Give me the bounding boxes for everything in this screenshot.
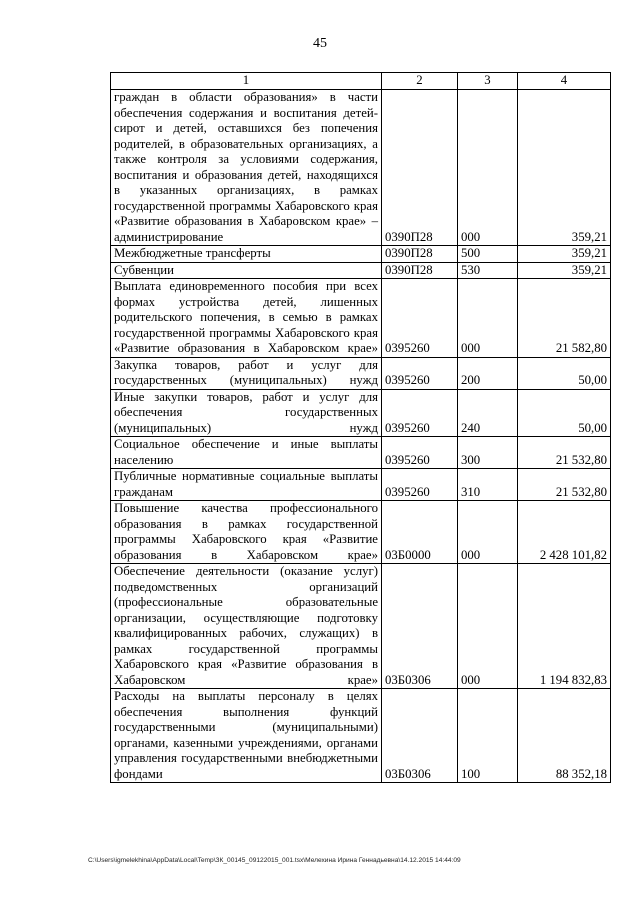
row-sum-cell: 21 582,80: [518, 279, 611, 358]
row-name-cell: Социальное обеспечение и иные выплаты населению: [111, 437, 382, 469]
header-col-3: 3: [458, 73, 518, 90]
row-sum-cell: 21 532,80: [518, 437, 611, 469]
row-type-cell: 000: [458, 501, 518, 564]
row-sum-cell: 2 428 101,82: [518, 501, 611, 564]
row-code-cell: 0390П28: [382, 90, 458, 246]
row-name-cell: Выплата единовременного пособия при всех формах устройства детей, лишенных родительского попечения, в семью в рамках государственной программы Хабаровского края «Развитие образования в Хабаровском крае»: [111, 279, 382, 358]
row-name-cell: граждан в области образования» в части обеспечения содержания и воспитания детей-сирот и детей, оставшихся без попечения родителей, в образовательных организациях, а также контроля за условиями содержания, воспитания и образования детей, находящихся в указанных организациях, в рамках государственной программы Хабаровского края «Развитие образования в Хабаровском крае» – администрирование: [111, 90, 382, 246]
row-code-cell: 0395260: [382, 357, 458, 389]
table-row: [111, 564, 611, 689]
footer-file-path: C:\Users\igmelekhina\AppData\Local\Temp\ЗК_00145_09122015_001.tsx\Мелехина Ирина Геннадьевна\14.12.2015 14:44:09: [88, 857, 461, 864]
row-type-cell: 100: [458, 689, 518, 783]
table-row: [111, 246, 611, 263]
row-code-cell: 0395260: [382, 279, 458, 358]
row-type-cell: 000: [458, 279, 518, 358]
table-header-row: [111, 73, 611, 90]
row-sum-cell: 359,21: [518, 262, 611, 279]
table-row: [111, 279, 611, 358]
row-sum-cell: 88 352,18: [518, 689, 611, 783]
row-code-cell: 03Б0306: [382, 689, 458, 783]
row-type-cell: 000: [458, 564, 518, 689]
table-row: [111, 357, 611, 389]
row-type-cell: 530: [458, 262, 518, 279]
row-name-cell: Иные закупки товаров, работ и услуг для обеспечения государственных (муниципальных) нужд: [111, 389, 382, 437]
row-name-cell: Обеспечение деятельности (оказание услуг) подведомственных организаций (профессиональные образовательные организации, осуществляющие подготовку квалифицированных рабочих, служащих) в рамках государственной программы Хабаровского края «Развитие образования в Хабаровском крае»: [111, 564, 382, 689]
row-type-cell: 000: [458, 90, 518, 246]
row-code-cell: 0395260: [382, 469, 458, 501]
row-code-cell: 03Б0306: [382, 564, 458, 689]
header-col-1: 1: [111, 73, 382, 90]
row-type-cell: 300: [458, 437, 518, 469]
header-col-2: 2: [382, 73, 458, 90]
row-sum-cell: 50,00: [518, 389, 611, 437]
table-body: [111, 90, 611, 783]
table-row: [111, 90, 611, 246]
row-name-cell: Межбюджетные трансферты: [111, 246, 382, 263]
row-code-cell: 03Б0000: [382, 501, 458, 564]
row-sum-cell: 21 532,80: [518, 469, 611, 501]
row-code-cell: 0395260: [382, 389, 458, 437]
row-name-cell: Публичные нормативные социальные выплаты гражданам: [111, 469, 382, 501]
table-row: [111, 469, 611, 501]
budget-table: [110, 72, 611, 783]
row-code-cell: 0390П28: [382, 246, 458, 263]
page-number: 45: [313, 36, 327, 51]
row-code-cell: 0390П28: [382, 262, 458, 279]
row-code-cell: 0395260: [382, 437, 458, 469]
row-sum-cell: 359,21: [518, 246, 611, 263]
header-col-4: 4: [518, 73, 611, 90]
row-sum-cell: 1 194 832,83: [518, 564, 611, 689]
table-row: [111, 501, 611, 564]
row-sum-cell: 50,00: [518, 357, 611, 389]
row-name-cell: Субвенции: [111, 262, 382, 279]
row-name-cell: Расходы на выплаты персоналу в целях обеспечения выполнения функций государственными (муниципальными) органами, казенными учреждениями, органами управления государственными внебюджетными фондами: [111, 689, 382, 783]
table-row: [111, 262, 611, 279]
row-type-cell: 310: [458, 469, 518, 501]
row-sum-cell: 359,21: [518, 90, 611, 246]
row-type-cell: 500: [458, 246, 518, 263]
row-type-cell: 240: [458, 389, 518, 437]
row-name-cell: Повышение качества профессионального образования в рамках государственной программы Хабаровского края «Развитие образования в Хабаровском крае»: [111, 501, 382, 564]
row-name-cell: Закупка товаров, работ и услуг для государственных (муниципальных) нужд: [111, 357, 382, 389]
table-row: [111, 437, 611, 469]
table-row: [111, 389, 611, 437]
table-row: [111, 689, 611, 783]
row-type-cell: 200: [458, 357, 518, 389]
